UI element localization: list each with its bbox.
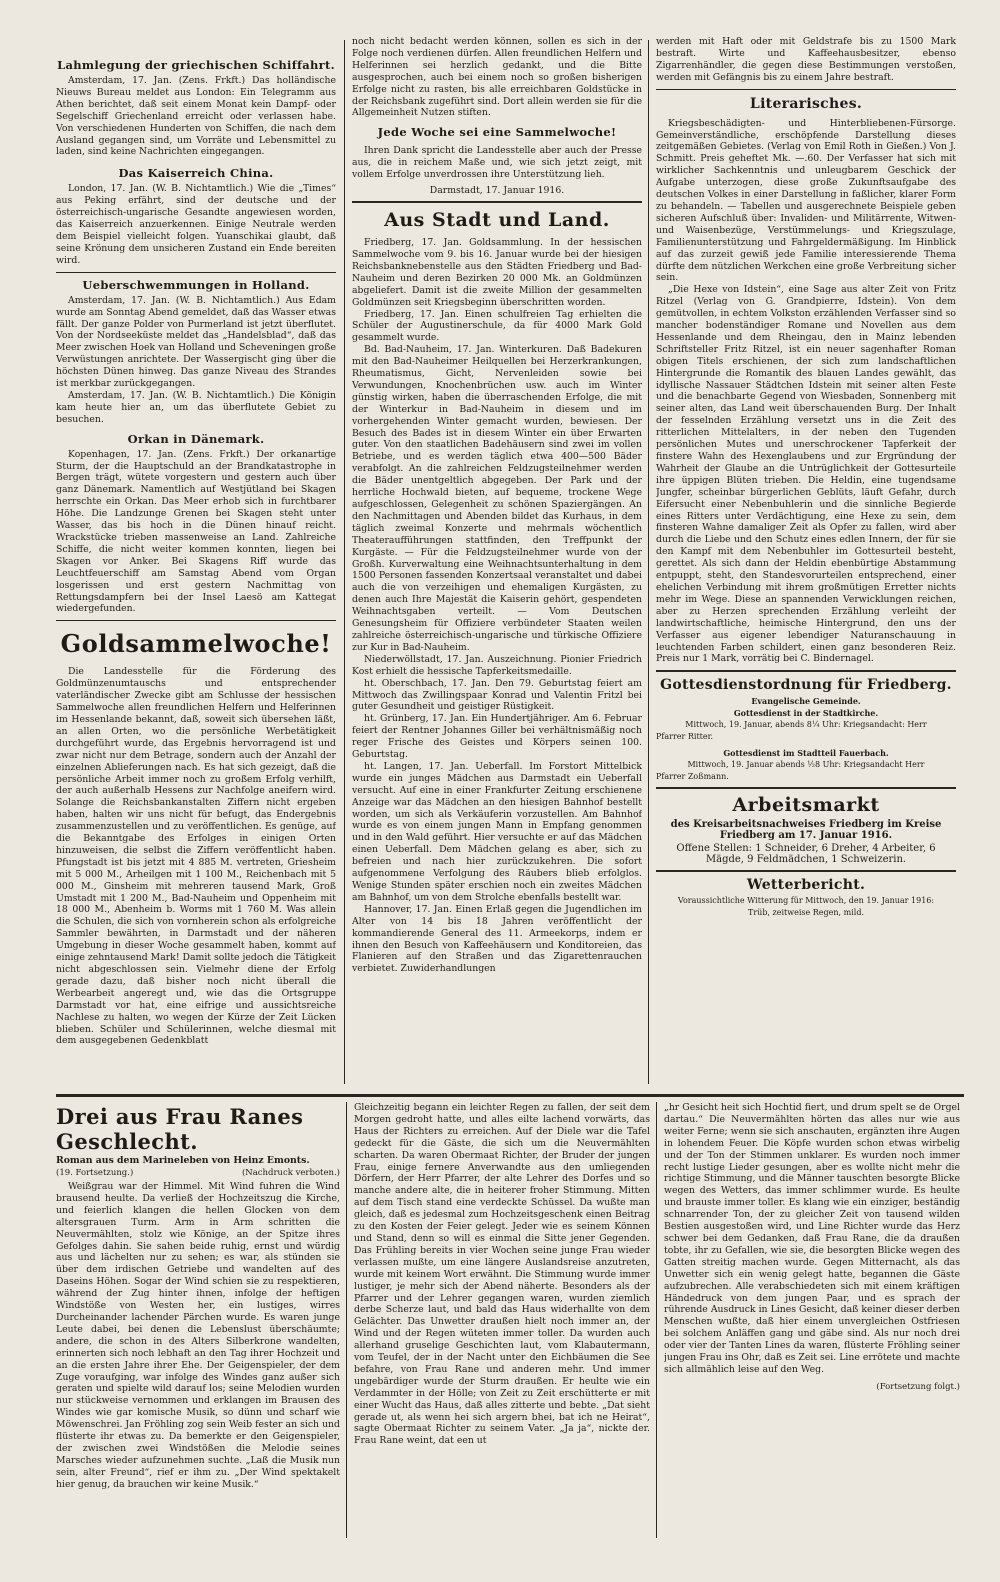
review-hexe-idstein: „Die Hexe von Idstein“, eine Sage aus alter Zeit von Fritz Ritzel (Verlag von G. Grandpierre, Idstein). Von dem gemütvollen, in echtem Volkston erzählenden Verfasser sind so mancher bodenständiger Romane und Novellen aus dem Hessenlande und dem Rheingau, den in Mainz lebenden Schriftsteller Fritz Ritzel, ist ein neuer sagenhafter Roman obigen Titels erschienen, der sich zum landschaftlichen Hintergrunde die Romantik des blauen Landes gewählt, das idyllische Nassauer Städtchen Idstein mit seiner alten Feste und die benachbarte Gegend von Wiesbaden, Sonnenberg mit seiner alten, das Land weit überschauenden Burg. Der Inhalt der fesselnden Erzählung versetzt uns in die Zeit des ritterlichen Mittelalters, in der neben den Tugenden persönlichen Mutes und unerschrockener Tapferkeit der finstere Wahn des Hexenglaubens und zur Ergründung der Wahrheit der Glaube an die Untrüglichkeit der Gottesurteile ihre üppigen Blüten trieben. Die Heldin, eine tugendsame Jungfer, scheinbar bürgerlichen Geblüts, läuft Gefahr, durch Eifersucht einer Nebenbuhlerin und die sinnliche Begierde eines Ritters unter Verdächtigung, eine Hexe zu sein, dem finsteren Wahne damaliger Zeit als Opfer zu fallen, wird aber durch die Liebe und den Schutz eines edlen Innern, der für sie den Kampf mit dem Nebenbuhler im Gottesurteil besteht, gerettet. Als sich dann der Heldin ebenbürtige Abstammung entpuppt, steht, den Standesvorurteilen entsprechend, einer ehelichen Verbindung mit ihrem großmütigen Erretter nichts mehr im Wege. Diese an spannenden Verwicklungen reichen, aber zu Herzen sprechenden Erzählung verleiht der landwirtschaftliche, heimische Hintergrund, den uns der Verfasser aus eigener lebendiger Naturanschauung in leuchtenden Farben schildert, einen ganz besonderen Reiz. Preis nur 1 Mark, vorrätig bei C. Bindernagel. xyxy=(656,284,956,665)
novel-text-col-3: „hr Gesicht heit sich Hochtid fiert, und drum spelt se de Orgel dartau.“ Die Neuvermählten hörten das alles nur wie aus weiter Ferne; wenn sie sich anschauten, ergänzten ihre Augen in lohendem Feuer. Die Köpfe wurden schon etwas wirbelig und der Ton der Stimmen unklarer. Es wurden noch immer recht lustige Lieder gesungen, aber es wollte nicht mehr die richtige Stimmung, und die Männer tauschten besorgte Blicke wegen des Wetters, das immer schlimmer wurde. Es heulte und brauste immer toller. Es klang wie ein einziger, beständig schnarrender Ton, der zu gleicher Zeit von tausend wilden Bestien ausgestoßen wird, und Line Richter wurde das Herz schwer bei dem Gedanken, daß Frau Rane, die da draußen tobte, ihr zu Gefallen, wie sie, die besorgten Blicke wegen des Gatten streitig machen wurde. Gegen Mitternacht, als das Unwetter sich ein wenig gelegt hatte, begannen die Gäste aufzubrechen. Alle verabschiedeten sich mit einem kräftigen Händedruck von dem jungen Paar, und es sprach der rührende Ausdruck in Lines Gesicht, daß keiner dieser derben Menschen wußte, daß hier einem unvergleichen Ostfriesen bei solchem Anläffen gang und gäbe sind. Als nur noch drei oder vier der Tanten Lines da waren, flüsterte Fröhling seiner jungen Frau ins Ohr, daß es Zeit sei. Line errötete und machte sich allmählich leise auf den Weg. xyxy=(664,1102,960,1375)
feuilleton-rule xyxy=(56,1094,964,1097)
service-city-church-pastor: Pfarrer Ritter. xyxy=(656,732,714,742)
news-niederwoellstadt: Niederwöllstadt, 17. Jan. Auszeichnung. Pionier Friedrich Kost erhielt die hessische Tapferkeitsmedaille. xyxy=(352,653,642,677)
headline-china: Das Kaiserreich China. xyxy=(118,166,274,181)
column-3 xyxy=(656,36,956,1084)
novel-text-col-2: Gleichzeitig begann ein leichter Regen zu fallen, der seit dem Morgen gedroht hatte, und alles eilte lachend vorwärts, das Haus der Richters zu erreichen. Auf der Diele war die Tafel gedeckt für die Gäste, die sich um die Neuvermählten scharten. Da waren Obermaat Richter, der Bruder der jungen Frau, einige fernere Anverwandte aus den umliegenden Dörfern, der Herr Pfarrer, der alte Lehrer des Dorfes und so manche andere alte, die in heiterer froher Stimmung. Mitten auf dem Tisch stand eine verdeckte Schüssel. Da wußte man gleich, daß es jedesmal zum Hochzeitsgeschenk einen Beitrag zu den Kosten der Feier gelegt. Jeder wie es seinem Können und Stand, denn so will es einmal die Sitte jener Gegenden. Das Frühling bereits in vier Wochen seine junge Frau wieder verlassen mußte, um eine längere Auslandsreise anzutreten, wurde mit keinem Wort erwähnt. Die Stimmung wurde immer lustiger, je mehr sich der Abend näherte. Besonders als der Pfarrer und der Lehrer gegangen waren, wurden ziemlich derbe Scherze laut, und bald das Haus widerhallte von dem Gelächter. Das Unwetter draußen hielt noch immer an, der Wind und der Regen wüteten immer toller. Da wurden auch allerhand gruselige Geschichten laut, vom Klabautermann, vom Teufel, der in der Nacht unter den Eichbäumen die See befahre, von Frau Rane und anderen mehr. Und immer ungebärdiger wurde der Sturm draußen. Er heulte wie ein Verdammter in der Hölle; von Zeit zu Zeit erschütterte er mit einer Wucht das Haus, daß alles zitterte und bebte. „Dat sieht gerade ut, als wenn hei sich argern bhei, bat ich ne Heirat“, sagte Obermaat Richter zu seinem Vater. „Ja ja“, nickte der. Frau Rane weint, dat een ut xyxy=(354,1102,650,1447)
news-hannover: Hannover, 17. Jan. Einen Erlaß gegen die Jugendlichen im Alter von 14 bis 18 Jahren veröffentlicht der kommandierende General des 11. Armeekorps, indem er ihnen den Besuch von Kaffeehäusern und Konditoreien, das Flanieren auf den Straßen und das Zigarettenrauchen verbietet. Zuwiderhandlungen xyxy=(352,903,642,975)
service-fauerbach-pastor: Pfarrer Zoßmann. xyxy=(656,772,729,782)
service-city-church-time: Mittwoch, 19. Januar, abends 8¼ Uhr: Kriegsandacht: Herr xyxy=(685,720,927,730)
divider xyxy=(656,870,956,872)
review-war-welfare: Kriegsbeschädigten- und Hinterbliebenen-Fürsorge. Gemeinverständliche, erschöpfende Darstellung dieses zeitgemäßen Gebietes. (Verlag von Emil Roth in Gießen.) Von J. Schmitt. Preis geheftet Mk. —.60. Der Verfasser hat sich mit wirklicher Sachkenntnis und unleugbarem Geschick der Aufgabe unterzogen, diese große Zukunftsaufgabe des deutschen Volkes in einer Darstellung in faßlicher, klarer Form zu behandeln. — Tabellen und ausgerechnete Beispiele geben sicheren Aufschluß über: Invaliden- und Militärrente, Witwen- und Waisenbezüge, Verstümmelungs- und Kriegszulage, Familienunterstützung und Fahrgeldermäßigung. Im Hinblick auf das zurzeit gewiß jede Familie interessierende Thema dürfte dem nützlichen Werkchen eine große Verbreitung sicher sein. xyxy=(656,117,956,284)
headline-weather: Wetterbericht. xyxy=(746,877,866,894)
news-friedberg-gold: Friedberg, 17. Jan. Goldsammlung. In der hessischen Sammelwoche vom 9. bis 16. Januar wurde bei der hiesigen Reichsbanknebenstelle aus den Städten Friedberg und Bad-Nauheim und deren Bezirken 20 000 Mk. an Goldmünzen abgeliefert. Damit ist die zweite Million der gesammelten Goldmünzen seit Kriegsbeginn überschritten worden. xyxy=(352,237,642,308)
news-friedberg-school: Friedberg, 17. Jan. Einen schulfreien Tag erhielten die Schüler der Augustinerschule, da für 4000 Mark Gold gesammelt wurde. xyxy=(352,308,642,344)
divider xyxy=(56,272,336,273)
novel-meta xyxy=(56,1168,340,1178)
weather-forecast-date: Voraussichtliche Witterung für Mittwoch, den 19. Januar 1916: xyxy=(677,896,935,906)
continuation-note: (Fortsetzung folgt.) xyxy=(876,1381,960,1392)
feuilleton-col-1 xyxy=(56,1102,340,1542)
news-bad-nauheim: Bd. Bad-Nauheim, 17. Jan. Winterkuren. Daß Badekuren mit den Bad-Nauheimer Heilquellen bei Herzerkrankungen, Rheumatismus, Gicht, Nervenleiden sowie bei Verwundungen, Knochenbrüchen usw. auch im Winter günstig wirken, haben die überraschenden Erfolge, die mit der Winterkur in Bad-Nauheim in diesem und im vorhergehenden Winter gemacht wurden, bewiesen. Der Besuch des Bades ist in diesem Winter ein über Erwarten guter. Von den staatlichen Badehäusern sind zwei im vollen Betriebe, und es werden täglich etwa 400—500 Bäder verabfolgt. An die zahlreichen Feldzugsteilnehmer werden die Bäder unentgeltlich abgegeben. Der Park und der herrliche Hochwald bieten, auf bequeme, trockene Wege aufgeschlossen, Gelegenheit zu schönen Spaziergängen. An den Nachmittagen und Abenden bildet das Kurhaus, in dem täglich zweimal Konzerte und mehrmals wöchentlich Theateraufführungen stattfinden, den Treffpunkt der Kurgäste. — Für die Feldzugsteilnehmer wurde von der Großh. Kurverwaltung eine Weihnachtsunterhaltung in dem 1500 Personen fassenden Konzertsaal veranstaltet und dabei auch die von verzeihigen und ehemaligen Kurgästen, zu denen auch Ihre Majestät die Kaiserin gehört, gespendeten Weihnachtsgaben verteilt. — Vom Deutschen Genesungsheim für Offiziere verbündeter Staaten weilen zahlreiche österreichisch-ungarische und türkische Offiziere zur Kur in Bad-Nauheim. xyxy=(352,344,642,653)
headline-storm: Orkan in Dänemark. xyxy=(127,431,265,446)
news-oberschbach: ht. Oberschbach, 17. Jan. Den 79. Geburtstag feiert am Mittwoch das Zwillingspaar Konrad und Valentin Fritzl bei guter Gesundheit und geistiger Rüstigkeit. xyxy=(352,677,642,713)
news-langen: ht. Langen, 17. Jan. Ueberfall. Im Forstort Mittelbick wurde ein junges Mädchen aus Darmstadt ein Ueberfall versucht. Auf eine in einer Frankfurter Zeitung erschienene Anzeige war das Mädchen an den hiesigen Bahnhof bestellt worden, um sich als Verkäuferin vorzustellen. Am Bahnhof wurde es von einem jungen Mann in Empfang genommen und in den Wald geführt. Hier versuchte er auf das Mädchen einen Ueberfall. Dem Mädchen gelang es aber, sich zu befreien und nach hier zurückzukehren. Die sofort aufgenommene Verfolgung des Räubers blieb erfolglos. Wenige Stunden später erschien noch ein zweites Mädchen am Bahnhof, um von dem Strolche ebenfalls bestellt war. xyxy=(352,760,642,903)
headline-gold-week: Goldsammelwoche! xyxy=(60,629,332,659)
novel-text-col-1: Weißgrau war der Himmel. Mit Wind fuhren die Wind brausend heulte. Da verließ der Hochzeitszug die Kirche, und feierlich klangen die hellen Glocken von dem altersgrauen Turm. Arm in Arm schritten die Neuvermählten, stolz wie Könige, an der Spitze ihres Gefolges dahin. Sie sahen beide ruhig, ernst und würdig aus und lächelten nur zu sehen; es war, als stünden sie über dem irdischen Getriebe und wandelten auf des Daseins Höhen. Sogar der Wind schien sie zu respektieren, während der Zug hinter ihnen, infolge der heftigen Windstöße von Westen her, ein lustiges, wirres Durcheinander lachender Pärchen wurde. Es waren junge Leute dabei, bei denen die Lebenslust überschäumte; andere, die schon in des Alters Silberkrone wandelten, erinnerten sich noch lebhaft an den Tag ihrer Hochzeit und an die ersten Jahre ihrer Ehe. Der Geigenspieler, der dem Zuge voraufging, war infolge des Windes ganz außer sich geraten und spielte wild darauf los; seine Melodien wurden nur stückweise vernommen und erklangen im Brausen des Windes wie gar komische Musik, so dünn und scharf wie Möwenschrei. Jan Fröhling zog sein Weib fester an sich und flüsterte ihr etwas zu. Da bemerkte er den Geigenspieler, der zwischen zwei Windstößen die Melodie seines Marsches wieder aufzunehmen suchte. „Laß die Musik nun sein, alter Freund“, rief er ihm zu. „Der Wind spektakelt hier genug, da brauchen wir keine Musik.“ xyxy=(56,1181,340,1490)
evangelical-parish: Evangelische Gemeinde. xyxy=(751,696,861,707)
weather-forecast: Trüb, zeitweise Regen, mild. xyxy=(748,908,864,918)
headline-city-country: Aus Stadt und Land. xyxy=(384,209,610,232)
column-2 xyxy=(352,36,642,1084)
headline-labor-market: Arbeitsmarkt xyxy=(732,794,880,817)
feuilleton-col-2 xyxy=(354,1102,650,1542)
dateline: Darmstadt, 17. Januar 1916. xyxy=(429,185,565,197)
headline-service-order: Gottesdienstordnung für Friedberg. xyxy=(660,677,952,694)
divider xyxy=(656,787,956,789)
article-gold-week: Die Landesstelle für die Förderung des Goldmünzenumtauschs und entsprechender vaterländischer Zwecke gibt am Schlusse der hessischen Sammelwoche allen freundlichen Helfern und Helferinnen im Hessenlande bekannt, daß, soweit sich übersehen läßt, an allen Orten, wo die persönliche Werbetätigkeit durchgeführt wurde, das Ergebnis hervorragend ist und zwar nicht nur dem Betrage, sondern auch der Anzahl der einzelnen Ablieferungen nach. Es hat sich gezeigt, daß die persönliche Arbeit immer noch zu großem Erfolg verhilft, der auch außerhalb Hessens zur Nachfolge aneifern wird. Solange die Reichsbankanstalten Ziffern nicht ergeben haben, halten wir uns nicht für befugt, das Endergebnis zusammenzustellen und zu veröffentlichen. Es genüge, auf die Bekanntgabe des Erfolges in einigen Orten hinzuweisen, die selbst die Ziffern veröffentlicht haben. Pfungstadt ist bis jetzt mit 4 885 M. vertreten, Griesheim mit 5 000 M., Arheilgen mit 1 100 M., Reichenbach mit 5 000 M., Ginsheim mit mehreren tausend Mark, Groß Umstadt mit 1 200 M., Bad-Nauheim und Oppenheim mit 18 000 M., Abenheim b. Worms mit 1 760 M. Was allein die Schulen, die sich von vornherein schon als erfolgreiche Sammler bewährten, in Darmstadt und der näheren Umgebung in dieser Woche gesammelt haben, kommt auf einige zehntausend Mark! Damit sollte jedoch die Tätigkeit nicht abgeschlossen sein. Vielmehr diene der Erfolg gerade dazu, daß bisher noch nicht überall die Werbearbeit angeregt und, wie das die Ortsgruppe Darmstadt vor hat, eine eifrige und aussichtsreiche Nachlese zu halten, wo wegen der Kürze der Zeit Lücken blieben. Schüler und Schülerinnen, welche diesmal mit dem ausgegebenen Gedenkblatt xyxy=(56,666,336,1047)
column-rule xyxy=(344,40,345,1084)
labor-market-openings: Offene Stellen: 1 Schneider, 6 Dreher, 4 Arbeiter, 6 Mägde, 9 Feldmädchen, 1 Schweizerin. xyxy=(676,843,936,866)
novel-installment: (19. Fortsetzung.) xyxy=(56,1168,134,1178)
headline-literary: Literarisches. xyxy=(749,95,863,112)
news-gruenberg: ht. Grünberg, 17. Jan. Ein Hundertjähriger. Am 6. Februar feiert der Rentner Johannes Giller bei verhältnismäßig noch reger Frische des Geistes und Körpers seinen 100. Geburtstag. xyxy=(352,713,642,761)
article-gold-thanks: Ihren Dank spricht die Landesstelle aber auch der Presse aus, die in reichem Maße und, wie sich jetzt zeigt, mit vollem Erfolge unverdrossen ihre Unterstützung lieh. xyxy=(352,145,642,181)
column-rule xyxy=(656,1102,657,1538)
novel-title: Drei aus Frau Ranes Geschlecht. xyxy=(56,1104,304,1154)
divider xyxy=(56,620,336,621)
novel-reprint-notice: (Nachdruck verboten.) xyxy=(241,1168,340,1178)
article-floods-1: Amsterdam, 17. Jan. (W. B. Nichtamtlich.) Aus Edam wurde am Sonntag Abend gemeldet, daß das Wasser etwas fällt. Der ganze Polder von Purmerland ist jetzt überflutet. Von der Nordseeküste meldet das „Handelsblad“, daß das Meer zwischen Hoek van Holland und Scheveningen große Verwüstungen anrichtete. Der Wassergischt ging über die höchsten Dünen hinweg. Das ganze Niveau des Strandes ist merkbar zurückgegangen. xyxy=(56,294,336,390)
article-china: London, 17. Jan. (W. B. Nichtamtlich.) Wie die „Times“ aus Peking erfährt, sind der deutsche und der österreichisch-ungarische Gesandte angewiesen worden, das Kaiserreich anzuerkennen. Einige Neutrale werden dem Beispiel vielleicht folgen. Yuanschikai glaubt, daß seine Krönung dem unsicheren Zustand ein Ende bereiten wird. xyxy=(56,183,336,266)
service-fauerbach: Gottesdienst im Stadtteil Fauerbach. xyxy=(723,748,889,759)
divider xyxy=(352,201,642,203)
article-hannover-cont: werden mit Haft oder mit Geldstrafe bis zu 1500 Mark bestraft. Wirte und Kaffeehausbesitzer, ebenso Zigarrenhändler, die gegen diese Bestimmungen verstoßen, werden mit Gefängnis bis zu einem Jahre bestraft. xyxy=(656,36,956,83)
newspaper-page xyxy=(56,36,964,1546)
divider xyxy=(656,89,956,90)
service-city-church: Gottesdienst in der Stadtkirche. xyxy=(733,708,879,719)
headline-floods: Ueberschwemmungen in Holland. xyxy=(82,277,310,292)
article-storm: Kopenhagen, 17. Jan. (Zens. Frkft.) Der orkanartige Sturm, der die Hauptschuld an der Brandkatastrophe in Bergen trägt, wütete vorgestern und gestern auch über ganz Dänemark. Namentlich auf Westjütland bei Skagen herrschte ein Orkan. Das Meer erhob sich in furchtbarer Höhe. Die Landzunge Grenen bei Skagen steht unter Wasser, das bis hoch in die Dünen hinauf reicht. Wrackstücke trieben massenweise an Land. Zahlreiche Schiffe, die nicht weiter kommen konnten, liegen bei Skagen vor Anker. Bei Skagens Riff wurde das Leuchtfeuerschiff am Samstag Abend vom Organ losgerissen und erst gestern Nachmittag von Rettungsdampfern bei der Insel Laesö am Kattegat wiedergefunden. xyxy=(56,448,336,615)
column-rule xyxy=(648,40,649,1084)
article-floods-2: Amsterdam, 17. Jan. (W. B. Nichtamtlich.) Die Königin kam heute hier an, um das überflutete Gebiet zu besuchen. xyxy=(56,389,336,425)
feuilleton-col-3 xyxy=(664,1102,960,1542)
column-rule xyxy=(346,1102,347,1538)
article-shipping: Amsterdam, 17. Jan. (Zens. Frkft.) Das holländische Nieuws Bureau meldet aus London: Ein Telegramm aus Athen berichtet, daß seit einem Monat kein Dampf- oder Segelschiff Griechenland erreicht oder verlassen habe. Von verschiedenen Hunderten von Schiffen, die nach dem Ausland gegangen sind, um Vorräte und Lebensmittel zu laden, sind keine Nachrichten eingegangen. xyxy=(56,75,336,158)
headline-shipping: Lahmlegung der griechischen Schiffahrt. xyxy=(57,58,335,72)
gold-week-motto: Jede Woche sei eine Sammelwoche! xyxy=(377,125,617,140)
column-1 xyxy=(56,36,336,1084)
novel-subtitle: Roman aus dem Marineleben von Heinz Emonts. xyxy=(56,1155,310,1166)
article-gold-week-cont: noch nicht bedacht werden können, sollen es sich in der Folge noch verdienen dürfen. Allen freundlichen Helfern und Helferinnen sei herzlich gedankt, und die Bitte ausgesprochen, auch bei einem noch so großen bisherigen Erfolge nicht zu rasten, bis alle erreichbaren Goldstücke in der Reichsbank zugeführt sind. Dort allein werden sie für die Allgemeinheit Nutzen stiften. xyxy=(352,36,642,119)
labor-market-subtitle: des Kreisarbeitsnachweises Friedberg im Kreise Friedberg am 17. Januar 1916. xyxy=(670,819,942,842)
divider xyxy=(656,670,956,672)
service-fauerbach-time: Mittwoch, 19. Januar abends ½8 Uhr: Kriegsandacht Herr xyxy=(687,760,925,770)
